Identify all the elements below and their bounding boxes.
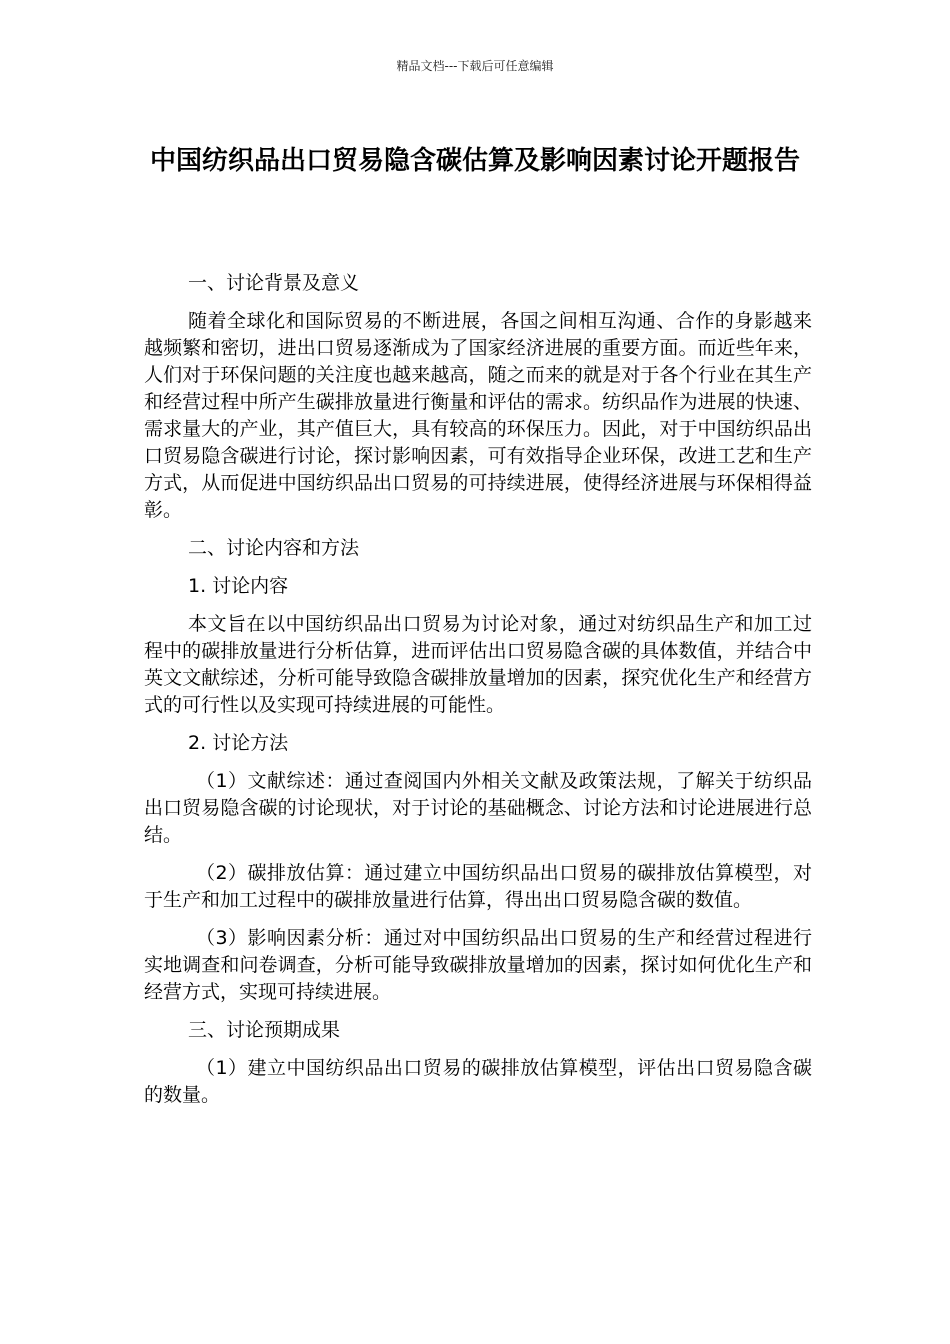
- list-item: （2）碳排放估算：通过建立中国纺织品出口贸易的碳排放估算模型，对于生产和加工过程中的碳排放量进行估算，得出出口贸易隐含碳的数值。: [144, 862, 812, 911]
- subsection-heading: 1. 讨论内容: [188, 575, 289, 597]
- section-heading: 一、讨论背景及意义: [188, 272, 360, 294]
- body-paragraph: 随着全球化和国际贸易的不断进展，各国之间相互沟通、合作的身影越来越频繁和密切，进出口贸易逐渐成为了国家经济进展的重要方面。而近些年来，人们对于环保问题的关注度也越来越高，随之而来的就是对于各个行业在其生产和经营过程中所产生碳排放量进行衡量和评估的需求。纺织品作为进展的快速、需求量大的产业，其产值巨大，具有较高的环保压力。因此，对于中国纺织品出口贸易隐含碳进行讨论，探讨影响因素，可有效指导企业环保，改进工艺和生产方式，从而促进中国纺织品出口贸易的可持续进展，使得经济进展与环保相得益彰。: [144, 310, 812, 521]
- list-item: （1）文献综述：通过查阅国内外相关文献及政策法规，了解关于纺织品出口贸易隐含碳的讨论现状，对于讨论的基础概念、讨论方法和讨论进展进行总结。: [144, 770, 812, 846]
- section-heading: 三、讨论预期成果: [188, 1019, 341, 1041]
- document-title: 中国纺织品出口贸易隐含碳估算及影响因素讨论开题报告: [149, 146, 800, 176]
- subsection-heading: 2. 讨论方法: [188, 732, 289, 754]
- header-note: 精品文档---下载后可任意编辑: [396, 59, 554, 73]
- list-item: （1）建立中国纺织品出口贸易的碳排放估算模型，评估出口贸易隐含碳的数量。: [144, 1057, 812, 1106]
- body-paragraph: 本文旨在以中国纺织品出口贸易为讨论对象，通过对纺织品生产和加工过程中的碳排放量进行分析估算，进而评估出口贸易隐含碳的具体数值，并结合中英文文献综述，分析可能导致隐含碳排放量增加的因素，探究优化生产和经营方式的可行性以及实现可持续进展的可能性。: [144, 613, 812, 716]
- document-body: [144, 270, 812, 1120]
- list-item: （3）影响因素分析：通过对中国纺织品出口贸易的生产和经营过程进行实地调查和问卷调查，分析可能导致碳排放量增加的因素，探讨如何优化生产和经营方式，实现可持续进展。: [144, 927, 812, 1003]
- section-heading: 二、讨论内容和方法: [188, 537, 360, 559]
